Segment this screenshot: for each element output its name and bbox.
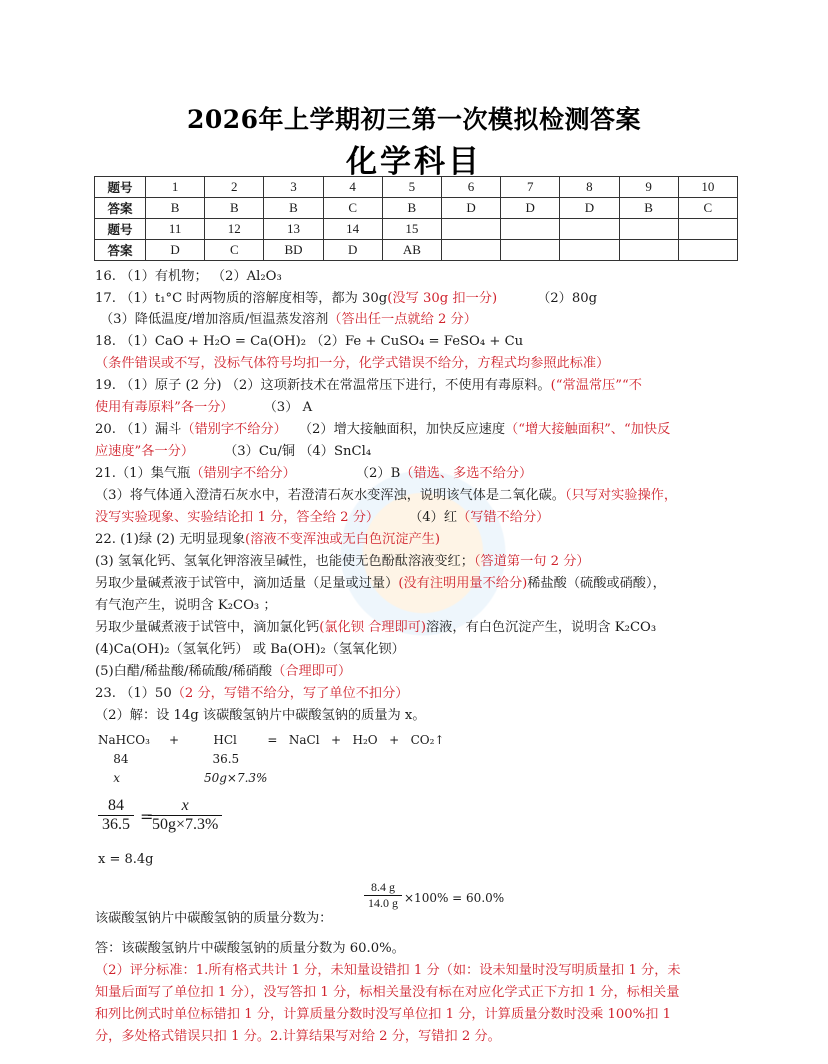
fraction-numerator: 8.4 g	[371, 880, 395, 894]
answer-20-line1	[95, 421, 670, 439]
fraction-right	[148, 797, 222, 834]
table-cell: C	[678, 198, 737, 219]
table-cell: B	[382, 198, 441, 219]
answer-text: （3） A	[263, 400, 313, 415]
table-cell: B	[205, 198, 264, 219]
fraction-denominator: 14.0 g	[364, 895, 402, 911]
table-cell: 7	[501, 177, 560, 198]
table-cell: D	[323, 240, 382, 261]
row-label: 答案	[95, 240, 146, 261]
table-cell	[619, 240, 678, 261]
mass-fraction	[364, 880, 402, 911]
row-label: 题号	[95, 219, 146, 240]
answer-text: （3）Cu/铜 （4）SnCl₄	[224, 444, 372, 459]
answer-text: 另取少量碱煮液于试管中，滴加氯化钙	[95, 620, 320, 635]
table-cell: 14	[323, 219, 382, 240]
answer-text: （2）B	[355, 466, 401, 481]
final-answer: 答：该碳酸氢钠片中碳酸氢钠的质量分数为 60.0%。	[95, 941, 405, 956]
table-cell: 11	[146, 219, 205, 240]
table-cell: 6	[441, 177, 500, 198]
answer-table	[94, 176, 738, 261]
table-cell: D	[501, 198, 560, 219]
grading-note: 应速度”各一分）	[95, 444, 195, 459]
fraction-numerator: 84	[108, 797, 124, 814]
grading-note: （写错不给分）	[457, 510, 550, 525]
table-row	[95, 219, 738, 240]
table-cell	[560, 240, 619, 261]
grading-standard-line3: 和列比例式时单位标错扣 1 分，计算质量分数时没写单位扣 1 分，计算质量分数时没乘 100%扣 1	[95, 1007, 671, 1022]
answer-20-line2	[95, 443, 371, 461]
answer-22-line7	[95, 663, 351, 681]
table-cell: C	[205, 240, 264, 261]
answer-21-line1	[95, 465, 532, 483]
table-cell	[560, 219, 619, 240]
grading-note: (氯化钡 合理即可)	[319, 620, 426, 635]
fraction-left	[98, 797, 134, 834]
table-row	[95, 198, 738, 219]
answer-text: （2）80g	[537, 291, 598, 306]
grading-standard-line4: 分，多处格式错误只扣 1 分。2.计算结果写对给 2 分，写错扣 2 分。	[95, 1029, 501, 1044]
answer-16: 16. （1）有机物； （2）Al₂O₃	[95, 269, 282, 284]
answer-22-line2	[95, 553, 590, 571]
grading-note: (溶液不变浑浊或无白色沉淀产生)	[245, 532, 440, 547]
row-label: 题号	[95, 177, 146, 198]
page-title: 2026年上学期初三第一次模拟检测答案	[186, 105, 642, 134]
fraction-denominator: 36.5	[98, 815, 134, 834]
grading-note: （合理即可）	[272, 664, 352, 679]
mass-fraction-result: ×100% = 60.0%	[404, 891, 505, 905]
table-row	[95, 240, 738, 261]
table-cell: 9	[619, 177, 678, 198]
table-cell: 13	[264, 219, 323, 240]
grading-note: （错别字不给分）	[190, 466, 296, 481]
grading-note: (“常温常压”“不	[550, 378, 642, 393]
answer-text: 17. （1）t₁°C 时两物质的溶解度相等，都为 30g	[95, 291, 388, 306]
answer-text: 稀盐酸（硫酸或硝酸），	[527, 576, 666, 591]
table-cell: C	[323, 198, 382, 219]
table-row	[95, 177, 738, 198]
grading-note: (没写 30g 扣一分)	[387, 291, 498, 306]
answer-text: 19. （1）原子 (2 分) （2）这项新技术在常温常压下进行，不使用有毒原料。	[95, 378, 551, 393]
grading-note: （“增大接触面积”、“加快反	[505, 422, 671, 437]
table-cell	[501, 219, 560, 240]
table-cell: B	[619, 198, 678, 219]
answer-text: 另取少量碱煮液于试管中，滴加适量（足量或过量）	[95, 576, 399, 591]
table-cell	[501, 240, 560, 261]
grading-note: （只写对实验操作，	[564, 488, 678, 503]
table-cell: D	[441, 198, 500, 219]
grading-note: (没有注明用量不给分)	[398, 576, 528, 591]
table-cell: BD	[264, 240, 323, 261]
table-cell	[678, 219, 737, 240]
answer-text: (5)白醋/稀盐酸/稀硫酸/稀硝酸	[95, 664, 273, 679]
table-cell: B	[264, 198, 323, 219]
table-cell	[619, 219, 678, 240]
grading-note: （答出任一点就给 2 分）	[328, 312, 477, 327]
table-cell: 15	[382, 219, 441, 240]
answer-text: (3) 氢氧化钙、氢氧化钾溶液呈碱性，也能使无色酚酞溶液变红；	[95, 554, 474, 569]
fraction-denominator: 50g×7.3%	[148, 815, 222, 834]
page-subtitle: 化学科目	[346, 144, 482, 180]
answer-text: 21.（1）集气瓶	[95, 466, 191, 481]
relative-mass-row: 84 36.5	[98, 752, 240, 766]
answer-text: （3）将气体通入澄清石灰水中，若澄清石灰水变浑浊，说明该气体是二氧化碳。	[95, 488, 565, 503]
answer-18-line1: 18. （1）CaO + H₂O = Ca(OH)₂ （2）Fe + CuSO₄ = FeSO₄ + Cu	[95, 334, 524, 349]
answer-22-line4: 有气泡产生，说明含 K₂CO₃ ；	[95, 598, 277, 613]
grading-note: （答道第一句 2 分）	[473, 554, 590, 569]
mass-fraction-label: 该碳酸氢钠片中碳酸氢钠的质量分数为：	[95, 911, 333, 926]
grading-standard-line1: （2）评分标准：1.所有格式共计 1 分，未知量设错扣 1 分（如：设未知量时没写明质量扣 1 分，未	[95, 963, 681, 978]
table-cell: 12	[205, 219, 264, 240]
table-cell: D	[146, 240, 205, 261]
answer-text: （4）红	[409, 510, 458, 525]
table-cell: 5	[382, 177, 441, 198]
answer-21-line3	[95, 509, 549, 527]
table-cell	[441, 219, 500, 240]
table-cell: B	[146, 198, 205, 219]
table-cell: D	[560, 198, 619, 219]
answer-22-line1	[95, 531, 440, 549]
table-cell: 1	[146, 177, 205, 198]
table-cell	[678, 240, 737, 261]
grading-note: （错选、多选不给分）	[400, 466, 533, 481]
answer-22-line5	[95, 619, 656, 637]
table-cell: 3	[264, 177, 323, 198]
grading-standard-line2: 知量后面写了单位扣 1 分），没写答扣 1 分，标相关量没有标在对应化学式正下方扣 1 分，标相关量	[95, 985, 680, 1000]
answer-22-line6: (4)Ca(OH)₂（氢氧化钙） 或 Ba(OH)₂（氢氧化钡）	[95, 642, 405, 657]
table-cell	[441, 240, 500, 261]
answer-21-line2	[95, 487, 677, 505]
table-cell: 4	[323, 177, 382, 198]
answer-text: 20. （1）漏斗	[95, 422, 182, 437]
x-result: x = 8.4g	[98, 852, 154, 867]
grading-note: （条件错误或不写，没标气体符号均扣一分，化学式错误不给分，方程式均参照此标准）	[95, 356, 610, 371]
answer-17-line2	[100, 311, 477, 329]
row-label: 答案	[95, 198, 146, 219]
answer-text: 溶液，有白色沉淀产生，说明含 K₂CO₃	[425, 620, 657, 635]
grading-note: 没写实验现象、实验结论扣 1 分，答全给 2 分）	[95, 510, 380, 525]
answer-22-line3	[95, 575, 666, 593]
answer-23-line1	[95, 685, 409, 703]
answer-19-line1	[95, 377, 642, 395]
actual-mass-row: x 50g×7.3%	[98, 771, 268, 785]
answer-19-line2	[95, 399, 312, 417]
grading-note: 使用有毒原料”各一分）	[95, 400, 234, 415]
answer-23-line2: （2）解：设 14g 该碳酸氢钠片中碳酸氢钠的质量为 x。	[95, 708, 426, 723]
table-cell: 10	[678, 177, 737, 198]
answer-text: （3）降低温度/增加溶质/恒温蒸发溶剂	[100, 312, 329, 327]
grading-note: （2 分，写错不给分，写了单位不扣分）	[171, 686, 409, 701]
table-cell: 2	[205, 177, 264, 198]
fraction-numerator: x	[181, 797, 189, 814]
answer-text: 22. (1)绿 (2) 无明显现象	[95, 532, 246, 547]
chemical-equation: NaHCO₃ + HCl = NaCl + H₂O + CO₂↑	[98, 733, 445, 747]
answer-17-line1	[95, 290, 597, 308]
table-cell: 8	[560, 177, 619, 198]
answer-text: 23. （1）50	[95, 686, 172, 701]
answer-text: （2）增大接触面积，加快反应速度	[298, 422, 506, 437]
grading-note: （错别字不给分）	[181, 422, 287, 437]
equals-sign: =	[140, 807, 154, 826]
table-cell: AB	[382, 240, 441, 261]
